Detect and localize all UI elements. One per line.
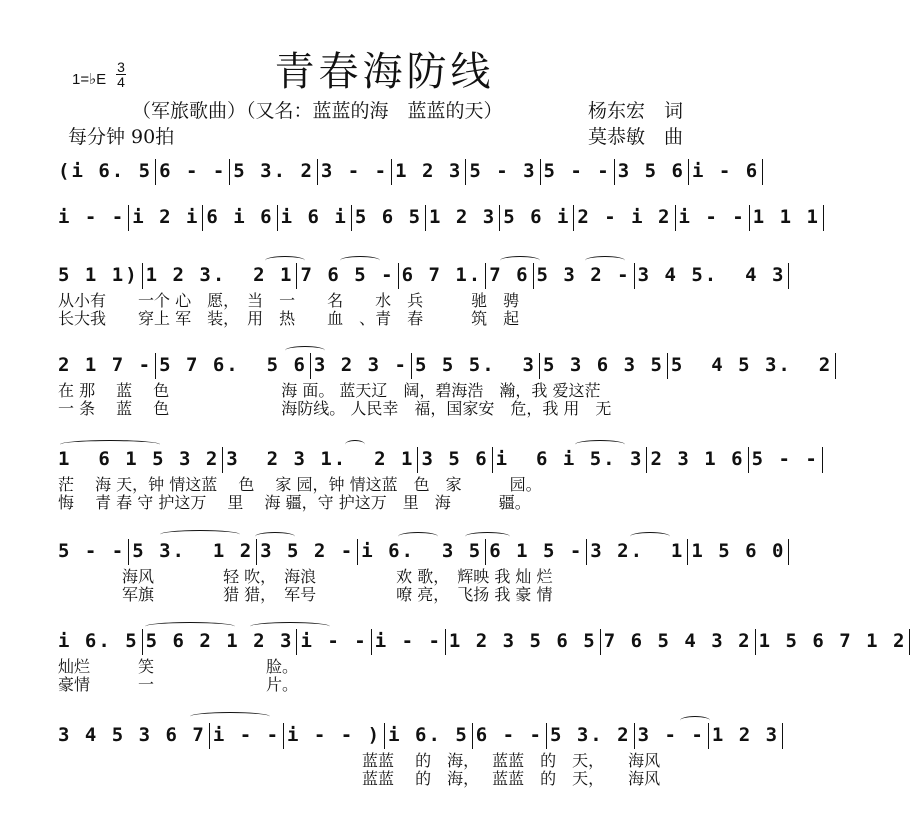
bar-line — [283, 723, 284, 749]
bar-line — [472, 723, 473, 749]
slur-mark — [160, 530, 240, 539]
measure: 3 2 3 1. 2 1 — [226, 448, 415, 470]
measure: i 6. 3 5 — [361, 540, 483, 562]
slur-mark — [255, 532, 295, 541]
measure: 3 2. 1 — [590, 540, 685, 562]
measure: 5 - - — [58, 540, 126, 562]
subtitle: （军旅歌曲）（又名：蓝蓝的海 蓝蓝的天） — [132, 100, 503, 122]
meter-bottom: 4 — [117, 74, 125, 90]
measure: 5 - 3 — [469, 160, 537, 182]
bar-line — [296, 629, 297, 655]
bar-line — [614, 159, 615, 185]
measure: 6 1 5 - — [489, 540, 584, 562]
measure: 3 - - — [320, 160, 389, 182]
score-line-2 — [58, 204, 820, 230]
page-title: 青春海防线 — [274, 49, 495, 95]
measure: 5 4 5 3. 2 — [670, 354, 833, 376]
score-line-5 — [58, 446, 819, 472]
bar-line — [229, 159, 230, 185]
measure: i - - — [300, 630, 368, 652]
measure: i - - — [58, 206, 126, 228]
slur-mark — [265, 256, 305, 265]
slur-mark — [145, 622, 235, 631]
bar-line — [675, 205, 676, 231]
bar-line — [822, 447, 823, 473]
score-line-7 — [58, 628, 907, 654]
bar-line — [277, 205, 278, 231]
time-signature — [116, 60, 126, 89]
bar-line — [540, 159, 541, 185]
measure: 5 - - — [543, 160, 611, 182]
measure: 5 3. 1 2 — [132, 540, 254, 562]
slur-mark — [630, 532, 670, 541]
measure: i 6. 5 — [58, 630, 139, 652]
bar-line — [909, 629, 910, 655]
measure: 1 6 1 5 3 2 — [58, 448, 220, 470]
measure: 5 7 6. 5 6 — [159, 354, 307, 376]
measure: 5 5 5. 3 — [415, 354, 536, 376]
measure: 1 1 1 — [752, 206, 820, 228]
bar-line — [586, 539, 587, 565]
lyric-line-6a: 海风 轻 吹， 海浪 欢 歌， 辉映 我 灿 烂 — [58, 567, 553, 586]
measure: 6 i 6 — [206, 206, 274, 228]
bar-line — [600, 629, 601, 655]
lyric-line-7a: 灿烂 笑 脸。 — [58, 657, 299, 676]
lyric-line-8a: 蓝蓝 的 海， 蓝蓝 的 天， 海风 — [58, 751, 661, 770]
bar-line — [646, 447, 647, 473]
measure: 5 3 6 3 5 — [542, 354, 664, 376]
measure: 1 2 3 — [395, 160, 463, 182]
bar-line — [688, 159, 689, 185]
measure: 3 4 5. 4 3 — [637, 264, 786, 286]
bar-line — [708, 723, 709, 749]
bar-line — [782, 723, 783, 749]
measure: 7 6 5 4 3 2 — [603, 630, 752, 652]
measure: 5 3 2 - — [536, 264, 631, 286]
bar-line — [417, 447, 418, 473]
bar-line — [823, 205, 824, 231]
bar-line — [788, 539, 789, 565]
bar-line — [155, 159, 156, 185]
bar-line — [667, 353, 668, 379]
measure: i - - — [678, 206, 746, 228]
measure: i - - ) — [287, 724, 382, 746]
measure: 5 6 i — [503, 206, 571, 228]
lyric-line-5a: 茫 海 天，钟 情这蓝 色 家 园，钟 情这蓝 色 家 园。 — [58, 475, 542, 494]
bar-line — [357, 539, 358, 565]
measure: 1 2 3 — [429, 206, 497, 228]
lyricist: 杨东宏 词 — [588, 100, 684, 122]
slur-mark — [60, 440, 160, 449]
slur-mark — [250, 622, 330, 631]
meter-top: 3 — [117, 59, 125, 75]
tempo-marking: 每分钟 90拍 — [68, 126, 175, 148]
bar-line — [465, 159, 466, 185]
bar-line — [533, 263, 534, 289]
measure: i - - — [374, 630, 442, 652]
lyric-line-4b: 一 条 蓝 色 海防线。 人民幸 福，国家安 危，我 用 无 — [58, 399, 612, 418]
measure: 1 5 6 7 1 2 — [758, 630, 907, 652]
slur-mark — [500, 256, 540, 265]
measure: 1 5 6 0 — [691, 540, 786, 562]
measure: 3 - - — [637, 724, 705, 746]
bar-line — [539, 353, 540, 379]
bar-line — [222, 447, 223, 473]
measure: 5 6 2 1 2 3 — [145, 630, 294, 652]
measure: 6 - - — [159, 160, 227, 182]
measure: 2 - i 2 — [577, 206, 672, 228]
slur-mark — [465, 532, 510, 541]
bar-line — [256, 539, 257, 565]
bar-line — [634, 723, 635, 749]
lyric-line-3b: 长大我 穿上 军 装， 用 热 血 、青 春 筑 起 — [58, 309, 520, 328]
measure: (i 6. 5 — [58, 160, 153, 182]
measure: 5 1 1) — [58, 264, 139, 286]
bar-line — [835, 353, 836, 379]
measure: 3 4 5 3 6 7 — [58, 724, 206, 746]
bar-line — [748, 447, 749, 473]
key-signature: 1=♭E — [72, 71, 107, 88]
measure: 1 2 3 — [711, 724, 780, 746]
bar-line — [425, 205, 426, 231]
bar-line — [573, 205, 574, 231]
measure: 3 5 6 — [421, 448, 489, 470]
lyric-line-3a: 从小有 一个 心 愿， 当 一 名 水 兵 驰 骋 — [58, 291, 520, 310]
composer: 莫恭敏 曲 — [588, 126, 684, 148]
bar-line — [749, 205, 750, 231]
measure: 2 1 7 - — [58, 354, 153, 376]
bar-line — [391, 159, 392, 185]
bar-line — [351, 205, 352, 231]
bar-line — [128, 539, 129, 565]
lyric-line-8b: 蓝蓝 的 海， 蓝蓝 的 天， 海风 — [58, 769, 661, 788]
slur-mark — [680, 716, 710, 725]
bar-line — [128, 205, 129, 231]
bar-line — [546, 723, 547, 749]
measure: 6 - - — [475, 724, 543, 746]
measure: i - 6 — [691, 160, 760, 182]
measure: 7 6 — [489, 264, 530, 286]
measure: 3 5 6 — [617, 160, 685, 182]
bar-line — [310, 353, 311, 379]
bar-line — [411, 353, 412, 379]
measure: i 6 i 5. 3 — [495, 448, 644, 470]
measure: 5 6 5 — [354, 206, 423, 228]
bar-line — [296, 263, 297, 289]
measure: 1 2 3 5 6 5 — [448, 630, 597, 652]
slur-mark — [585, 256, 625, 265]
lyric-line-4a: 在 那 蓝 色 海 面。 蓝天辽 阔，碧海浩 瀚，我 爱这茫 — [58, 381, 601, 400]
bar-line — [687, 539, 688, 565]
bar-line — [371, 629, 372, 655]
bar-line — [634, 263, 635, 289]
measure: i - - — [212, 724, 281, 746]
measure: 3 5 2 - — [260, 540, 355, 562]
bar-line — [209, 723, 210, 749]
measure: i 6. 5 — [388, 724, 469, 746]
slur-mark — [190, 712, 270, 721]
bar-line — [485, 539, 486, 565]
score-line-4 — [58, 352, 833, 378]
measure: 5 - - — [751, 448, 819, 470]
score-line-3 — [58, 262, 786, 288]
bar-line — [499, 205, 500, 231]
lyric-line-6b: 军旗 猎 猎， 军号 嘹 亮， 飞扬 我 豪 情 — [58, 585, 553, 604]
measure: 2 3 1 6 — [650, 448, 745, 470]
measure: i 6 i — [280, 206, 348, 228]
bar-line — [788, 263, 789, 289]
bar-line — [445, 629, 446, 655]
score-line-8 — [58, 722, 780, 748]
bar-line — [492, 447, 493, 473]
measure: 7 6 5 - — [300, 264, 395, 286]
lyric-line-7b: 豪情 一 片。 — [58, 675, 299, 694]
bar-line — [485, 263, 486, 289]
slur-mark — [575, 440, 625, 449]
measure: i 2 i — [132, 206, 200, 228]
score-line-1 — [58, 158, 760, 184]
bar-line — [142, 263, 143, 289]
slur-mark — [345, 440, 365, 449]
bar-line — [384, 723, 385, 749]
bar-line — [202, 205, 203, 231]
slur-mark — [398, 532, 438, 541]
slur-mark — [285, 346, 325, 355]
score-line-6 — [58, 538, 786, 564]
bar-line — [142, 629, 143, 655]
measure: 3 2 3 - — [313, 354, 408, 376]
measure: 5 3. 2 — [233, 160, 314, 182]
bar-line — [762, 159, 763, 185]
bar-line — [398, 263, 399, 289]
lyric-line-5b: 悔 青 春 守 护这万 里 海 疆，守 护这万 里 海 疆。 — [58, 493, 531, 512]
slur-mark — [340, 256, 380, 265]
bar-line — [317, 159, 318, 185]
measure: 1 2 3. 2 1 — [145, 264, 294, 286]
measure: 6 7 1. — [401, 264, 483, 286]
bar-line — [155, 353, 156, 379]
measure: 5 3. 2 — [549, 724, 631, 746]
bar-line — [755, 629, 756, 655]
